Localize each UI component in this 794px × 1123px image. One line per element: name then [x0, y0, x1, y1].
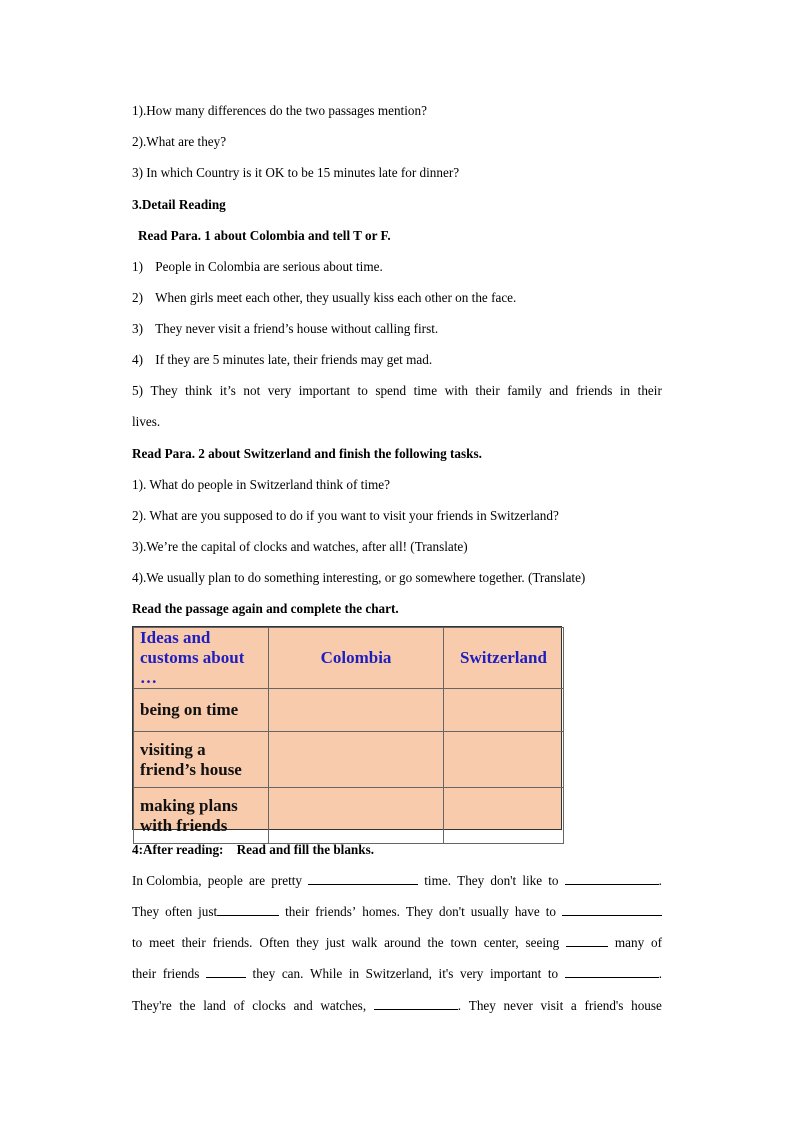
passage-word: While — [310, 966, 343, 981]
passage-word: center, — [483, 935, 519, 950]
passage-word: They — [468, 998, 496, 1013]
cell-switzerland-being-on-time[interactable] — [444, 689, 564, 732]
passage-word: often — [165, 904, 193, 919]
statement-word: time — [413, 383, 438, 398]
global-question-3: 3) In which Country is it OK to be 15 minutes late for dinner? — [132, 165, 460, 180]
fill-line-1 — [132, 872, 662, 890]
passage-word: They — [457, 873, 485, 888]
fill-blank[interactable] — [565, 965, 659, 978]
fill-blank[interactable] — [308, 872, 418, 885]
header-switzerland: Switzerland — [444, 628, 564, 689]
chart-task: Read the passage again and complete the chart. — [132, 601, 399, 616]
passage-word: just — [198, 903, 279, 921]
passage-word: never — [503, 998, 533, 1013]
after-reading-heading-text: 4:After reading: Read and fill the blanks. — [132, 842, 375, 857]
passage-word: friends’ — [315, 904, 357, 919]
passage-word: don't — [438, 904, 465, 919]
statement-number: 3) — [132, 321, 143, 336]
detail-reading-heading: 3.Detail Reading — [132, 197, 226, 212]
passage-word — [308, 872, 418, 890]
fill-line-5 — [132, 997, 662, 1015]
statement-5-continuation: lives. — [132, 414, 161, 429]
para2-question-3: 3).We’re the capital of clocks and watches, after all! (Translate) — [132, 539, 468, 554]
passage-word — [566, 934, 608, 952]
cell-colombia-making-plans[interactable] — [269, 788, 444, 844]
fill-blank[interactable] — [374, 997, 458, 1010]
passage-word: They — [132, 904, 160, 919]
para1-task: Read Para. 1 about Colombia and tell T or F. — [138, 228, 391, 243]
statement-word: with — [444, 383, 469, 398]
passage-word: in — [348, 966, 360, 981]
statement-word: They — [150, 383, 178, 398]
row-label-being-on-time: being on time — [134, 689, 269, 732]
row-label-making-plans: making plans with friends — [134, 788, 269, 844]
passage-word: very — [459, 966, 484, 981]
statement-word: and — [549, 383, 569, 398]
fill-blank[interactable] — [217, 903, 279, 916]
after-reading-heading — [132, 841, 662, 859]
passage-word: walk — [351, 935, 378, 950]
statement-number: 4) — [132, 352, 143, 367]
passage-word: . — [374, 997, 461, 1015]
table-header-row — [134, 628, 564, 689]
passage-word: visit — [540, 998, 564, 1013]
passage-word: they — [252, 966, 276, 981]
statement-number: 2) — [132, 290, 143, 305]
passage-word: are — [249, 873, 266, 888]
passage-word: watches, — [320, 998, 367, 1013]
statement-word: important — [298, 383, 351, 398]
passage-word: they — [296, 935, 319, 950]
statement-text: They never visit a friend’s house without calling first. — [155, 321, 439, 336]
statement-word: spend — [375, 383, 407, 398]
fill-line-4 — [132, 965, 662, 983]
passage-word: around — [384, 935, 421, 950]
comparison-chart — [132, 626, 562, 835]
statement-text: People in Colombia are serious about time. — [155, 259, 383, 274]
passage-word: town — [450, 935, 477, 950]
passage-word — [562, 903, 662, 921]
statement-1 — [132, 258, 662, 276]
passage-word: Switzerland, — [365, 966, 432, 981]
statement-word: their — [475, 383, 500, 398]
passage-word: to — [547, 966, 559, 981]
passage-word: friend's — [584, 998, 624, 1013]
passage-word: land — [203, 998, 226, 1013]
statement-3 — [132, 320, 662, 338]
cell-switzerland-making-plans[interactable] — [444, 788, 564, 844]
fill-blank[interactable] — [562, 903, 662, 916]
passage-word: their — [132, 966, 157, 981]
para2-question-1: 1). What do people in Switzerland think of time? — [132, 477, 390, 492]
passage-word: to — [545, 904, 556, 919]
comparison-table — [133, 627, 564, 844]
statement-word: family — [507, 383, 542, 398]
statement-number: 1) — [132, 259, 143, 274]
passage-word: it's — [438, 966, 454, 981]
header-ideas-customs: Ideas and customs about … — [134, 628, 269, 689]
passage-word: to — [548, 873, 559, 888]
global-question-1: 1).How many differences do the two passages mention? — [132, 103, 427, 118]
table-row — [134, 732, 564, 788]
cell-colombia-being-on-time[interactable] — [269, 689, 444, 732]
passage-word: their — [285, 904, 310, 919]
passage-word: don't — [490, 873, 517, 888]
passage-word: friends. — [212, 935, 253, 950]
passage-word: many — [614, 935, 645, 950]
para2-task: Read Para. 2 about Switzerland and finish the following tasks. — [132, 446, 482, 461]
passage-word: of — [651, 935, 662, 950]
passage-word: a — [570, 998, 577, 1013]
statement-text: If they are 5 minutes late, their friends may get mad. — [155, 352, 433, 367]
statement-5 — [132, 382, 662, 400]
passage-word: . — [565, 965, 662, 983]
passage-word: the — [179, 998, 196, 1013]
passage-word: . — [565, 872, 662, 890]
statement-word: not — [243, 383, 261, 398]
passage-word: the — [427, 935, 444, 950]
cell-switzerland-visiting[interactable] — [444, 732, 564, 788]
passage-word: seeing — [525, 935, 560, 950]
passage-word: like — [522, 873, 543, 888]
statement-word: think — [185, 383, 213, 398]
table-row — [134, 788, 564, 844]
passage-word: of — [233, 998, 245, 1013]
fill-blank[interactable] — [206, 965, 246, 978]
passage-word: clocks — [252, 998, 286, 1013]
statement-word: their — [637, 383, 662, 398]
statement-word: friends — [575, 383, 613, 398]
passage-word: time. — [424, 873, 452, 888]
row-label-visiting-friends-house: visiting a friend’s house — [134, 732, 269, 788]
passage-word: and — [293, 998, 313, 1013]
statement-word: it’s — [219, 383, 236, 398]
passage-word: people — [207, 873, 243, 888]
statement-text: When girls meet each other, they usually kiss each other on the face. — [155, 290, 517, 305]
passage-word: to — [132, 935, 143, 950]
passage-word: house — [631, 998, 662, 1013]
passage-word: just — [325, 935, 345, 950]
header-colombia: Colombia — [269, 628, 444, 689]
passage-word: meet — [149, 935, 175, 950]
global-question-2: 2).What are they? — [132, 134, 227, 149]
statement-number: 5) — [132, 383, 143, 398]
para2-question-4: 4).We usually plan to do something interesting, or go somewhere together. (Translate) — [132, 570, 586, 585]
fill-line-3 — [132, 934, 662, 952]
fill-blank[interactable] — [565, 872, 659, 885]
para2-question-2: 2). What are you supposed to do if you want to visit your friends in Switzerland? — [132, 508, 559, 523]
passage-word: In Colombia, — [132, 873, 202, 888]
fill-blank[interactable] — [566, 934, 608, 947]
statement-word: very — [267, 383, 292, 398]
passage-word: homes. — [362, 904, 400, 919]
statement-word: in — [619, 383, 631, 398]
passage-word: important — [489, 966, 542, 981]
passage-word — [206, 965, 246, 983]
passage-word: They're — [132, 998, 172, 1013]
table-row — [134, 689, 564, 732]
passage-word: usually — [470, 904, 509, 919]
statement-2 — [132, 289, 662, 307]
cell-colombia-visiting[interactable] — [269, 732, 444, 788]
statement-4 — [132, 351, 662, 369]
fill-line-2 — [132, 903, 662, 921]
passage-word: Often — [259, 935, 290, 950]
statement-word: to — [357, 383, 368, 398]
passage-word: pretty — [271, 873, 303, 888]
passage-word: friends — [162, 966, 200, 981]
passage-word: They — [405, 904, 434, 919]
passage-word: their — [181, 935, 206, 950]
passage-word: have — [514, 904, 540, 919]
passage-word: can. — [281, 966, 304, 981]
